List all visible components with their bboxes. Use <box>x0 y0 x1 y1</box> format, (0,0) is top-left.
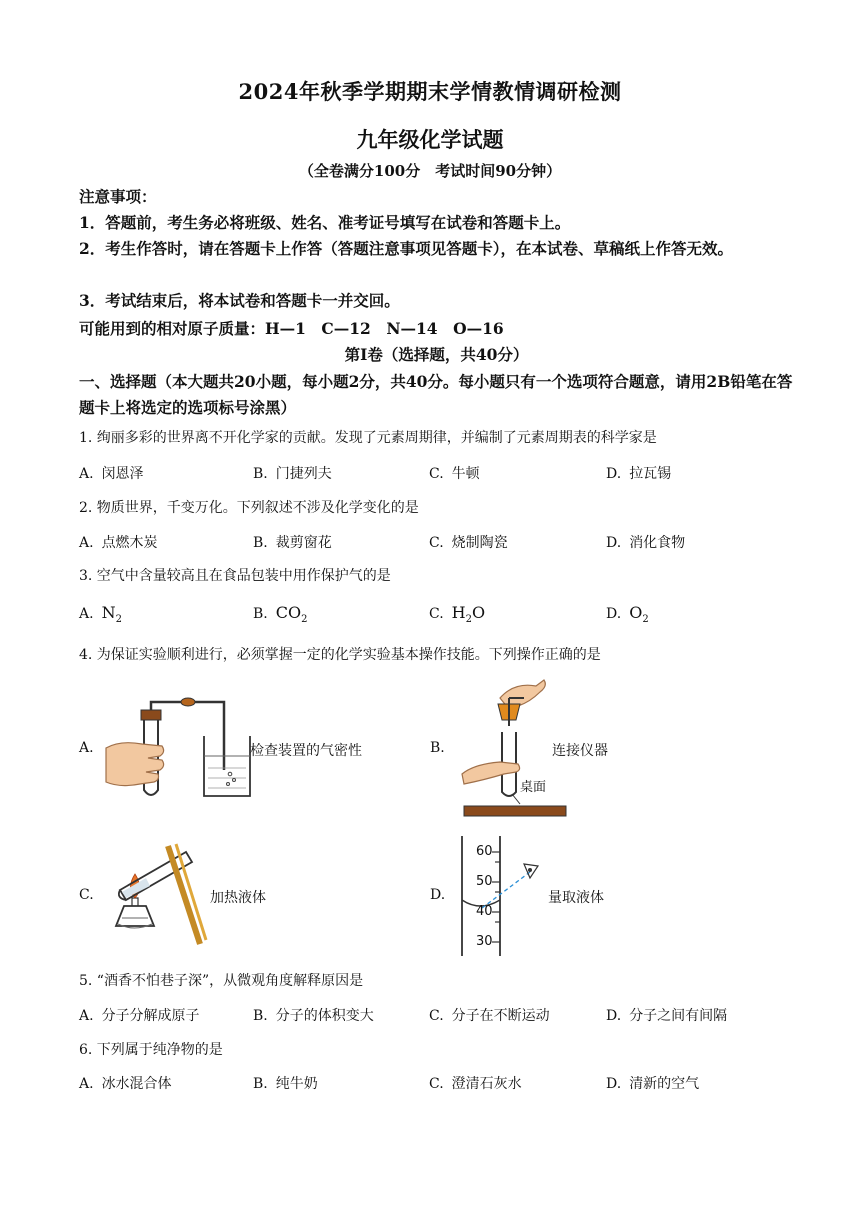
question-1-stem: 1. 绚丽多彩的世界离不开化学家的贡献。发现了元素周期律，并编制了元素周期表的科学家是 <box>79 430 657 446</box>
option-d[interactable]: D. 清新的空气 <box>606 1076 700 1092</box>
question-1-options <box>79 463 794 487</box>
heating-test-tube-icon <box>102 840 208 948</box>
option-b[interactable]: B. 分子的体积变大 <box>253 1008 374 1024</box>
scale-60: 60 <box>476 844 493 859</box>
option-c[interactable]: C. 牛顿 <box>429 466 480 482</box>
option-c[interactable]: C. 分子在不断运动 <box>429 1008 550 1024</box>
option-d[interactable]: D. 分子之间有间隔 <box>606 1008 728 1024</box>
scale-50: 50 <box>476 874 493 889</box>
option-c-label[interactable]: C. <box>79 887 94 903</box>
option-b[interactable]: B. 裁剪窗花 <box>253 535 332 551</box>
scale-40: 40 <box>476 904 493 919</box>
option-a[interactable]: A. 分子分解成原子 <box>79 1008 200 1024</box>
option-b-label[interactable]: B. <box>430 740 445 756</box>
notice-item-2: 2．考生作答时，请在答题卡上作答（答题注意事项见答题卡），在本试卷、草稿纸上作答无效。 <box>79 239 734 258</box>
gas-tightness-apparatus-icon <box>100 690 260 802</box>
graduated-cylinder-reading-icon <box>458 836 548 958</box>
option-d[interactable]: D. 拉瓦锡 <box>606 466 672 482</box>
part-title: 第Ⅰ卷（选择题，共40分） <box>344 345 529 364</box>
option-b[interactable]: B. 纯牛奶 <box>253 1076 318 1092</box>
question-5-stem: 5. “酒香不怕巷子深”，从微观角度解释原因是 <box>79 973 364 989</box>
exam-title: 2024年秋季学期期末学情教情调研检测 <box>238 79 622 104</box>
notice-item-1: 1．答题前，考生务必将班级、姓名、准考证号填写在试卷和答题卡上。 <box>79 213 571 232</box>
option-a[interactable]: A. $N_2$ <box>79 603 122 625</box>
question-3-stem: 3. 空气中含量较高且在食品包装中用作保护气的是 <box>79 568 391 584</box>
question-2-stem: 2. 物质世界，千变万化。下列叙述不涉及化学变化的是 <box>79 500 419 516</box>
atomic-mass-line: 可能用到的相对原子质量：H—1 C—12 N—14 O—16 <box>79 319 504 338</box>
option-d-text: 量取液体 <box>548 890 604 906</box>
question-2-options <box>79 532 794 556</box>
option-a[interactable]: A. 冰水混合体 <box>79 1076 172 1092</box>
exam-subject-title: 九年级化学试题 <box>356 127 504 152</box>
question-6-stem: 6. 下列属于纯净物的是 <box>79 1042 223 1058</box>
option-d[interactable]: D. $O_2$ <box>606 603 649 625</box>
question-3-options <box>79 603 794 627</box>
question-4-stem: 4. 为保证实验顺利进行，必须掌握一定的化学实验基本操作技能。下列操作正确的是 <box>79 647 601 663</box>
option-c-text: 加热液体 <box>210 890 266 906</box>
option-a-text: 检查装置的气密性 <box>250 743 362 759</box>
option-d[interactable]: D. 消化食物 <box>606 535 686 551</box>
option-b[interactable]: B. 门捷列夫 <box>253 466 332 482</box>
scale-30: 30 <box>476 934 493 949</box>
option-c[interactable]: C. $H_2O$ <box>429 603 486 625</box>
notice-item-3: 3．考试结束后，将本试卷和答题卡一并交回。 <box>79 291 400 310</box>
option-d-label[interactable]: D. <box>430 887 446 903</box>
exam-info: （全卷满分100分 考试时间90分钟） <box>298 162 562 180</box>
option-c[interactable]: C. 烧制陶瓷 <box>429 535 508 551</box>
section-instruction: 一、选择题（本大题共20小题，每小题2分，共40分。每小题只有一个选项符合题意，请用2B铅笔在答题卡上将选定的选项标号涂黑） <box>79 372 793 417</box>
option-c[interactable]: C. 澄清石灰水 <box>429 1076 522 1092</box>
option-a-label[interactable]: A. <box>79 740 94 756</box>
table-surface-label: 桌面 <box>520 780 547 795</box>
option-b-text: 连接仪器 <box>552 743 608 759</box>
notice-heading: 注意事项： <box>79 187 157 206</box>
option-a[interactable]: A. 点燃木炭 <box>79 535 158 551</box>
question-6-options <box>79 1073 794 1097</box>
option-a[interactable]: A. 闵恩泽 <box>79 466 144 482</box>
option-b[interactable]: B. $CO_2$ <box>253 603 308 625</box>
question-5-options <box>79 1005 794 1029</box>
